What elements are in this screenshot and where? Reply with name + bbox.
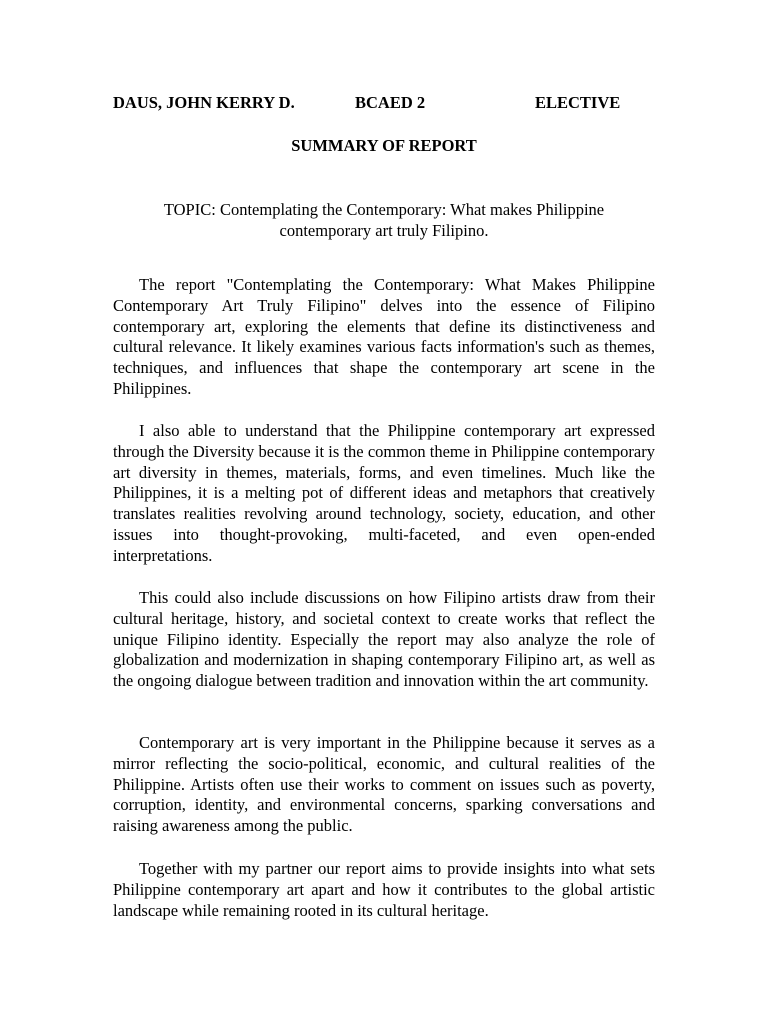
body-paragraph-4: Contemporary art is very important in the Philippine because it serves as a mirror reflecting the socio-political, economic, and cultural realities of the Philippine. Artists often use their works to comment on issues such as poverty, corruption, identity, and environmental concerns, sparking conversations and raising awareness among the public. xyxy=(113,733,655,836)
topic-line-1: TOPIC: Contemplating the Contemporary: What makes Philippine xyxy=(163,200,605,219)
body-paragraph-5: Together with my partner our report aims to provide insights into what sets Philippine contemporary art apart and how it contributes to the global artistic landscape while remaining rooted in its cultural heritage. xyxy=(113,859,655,920)
course-code: BCAED 2 xyxy=(355,93,426,112)
subject-label: ELECTIVE xyxy=(535,93,621,112)
student-name: DAUS, JOHN KERRY D. xyxy=(113,93,295,112)
document-page xyxy=(113,0,655,1024)
body-paragraph-2: I also able to understand that the Philippine contemporary art expressed through the Diversity because it is the common theme in Philippine contemporary art diversity in themes, materials, forms, and even timelines. Much like the Philippines, it is a melting pot of different ideas and metaphors that creatively translates realities revolving around technology, society, education, and other issues into thought-provoking, multi-faceted, and even open-ended interpretations. xyxy=(113,421,655,565)
body-paragraph-1: The report "Contemplating the Contemporary: What Makes Philippine Contemporary Art Truly Filipino" delves into the essence of Filipino contemporary art, exploring the elements that define its distinctiveness and cultural relevance. It likely examines various facts information's such as themes, techniques, and influences that shape the contemporary art scene in the Philippines. xyxy=(113,275,655,398)
body-paragraph-3: This could also include discussions on how Filipino artists draw from their cultural heritage, history, and societal context to create works that reflect the unique Filipino identity. Especially the report may also analyze the role of globalization and modernization in shaping contemporary Filipino art, as well as the ongoing dialogue between tradition and innovation within the art community. xyxy=(113,588,655,691)
header-row xyxy=(113,93,655,115)
topic-line-2: contemporary art truly Filipino. xyxy=(279,221,489,240)
topic-statement xyxy=(113,199,655,241)
document-title: SUMMARY OF REPORT xyxy=(291,136,477,155)
